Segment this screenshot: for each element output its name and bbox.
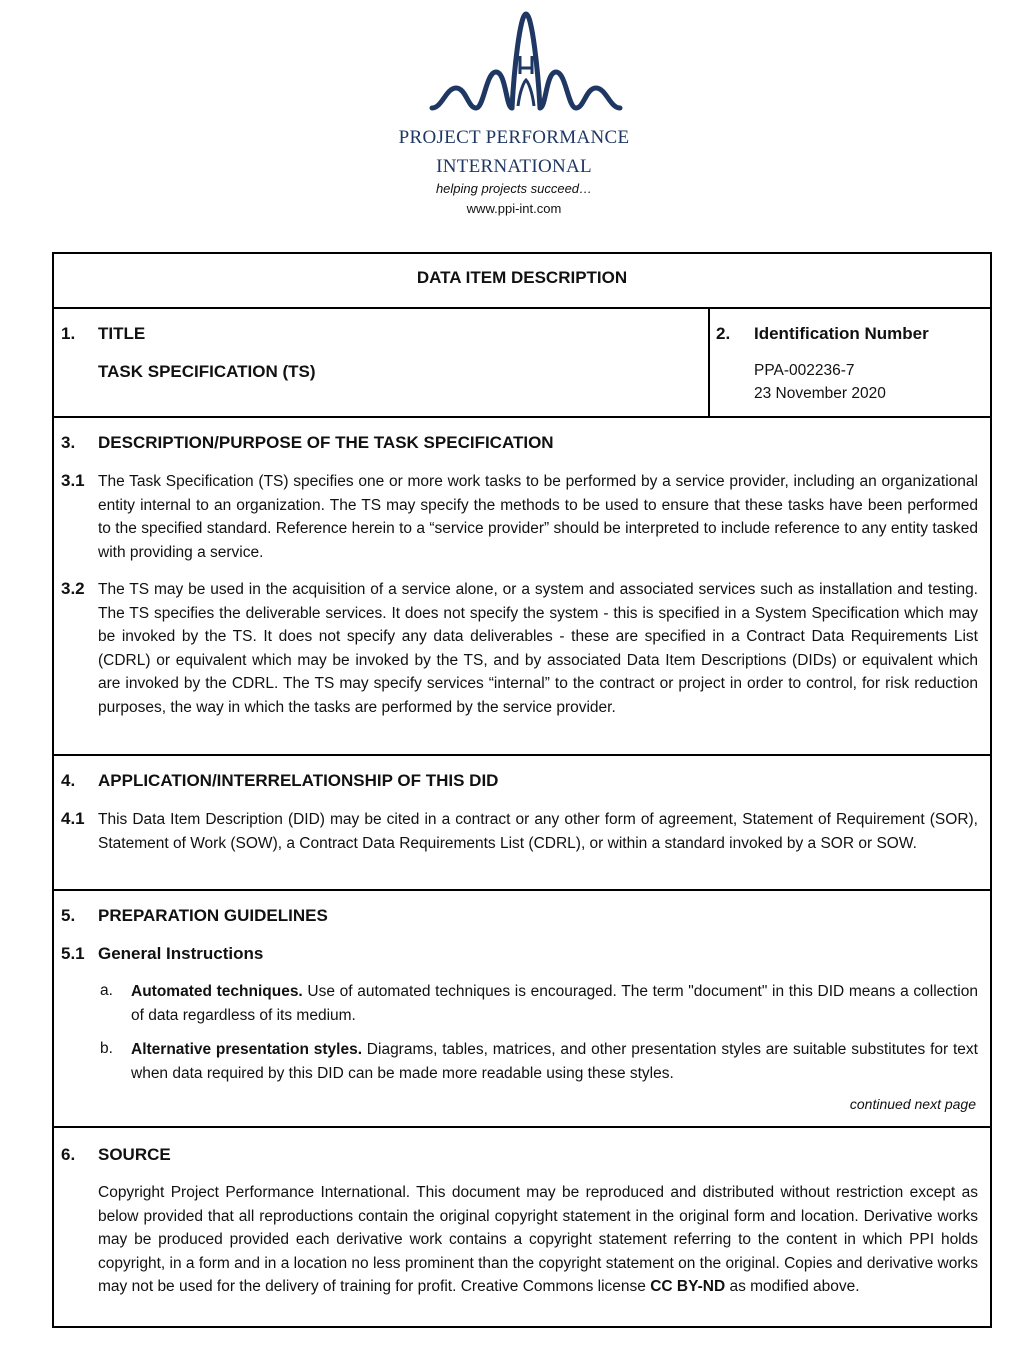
section6-heading: SOURCE <box>98 1145 171 1164</box>
item-b-body: Diagrams, tables, matrices, and other presentation styles are suitable substitutes for text when data required by this DID can be made more readable using these styles. <box>131 1041 978 1082</box>
copyright-tail: as modified above. <box>725 1278 860 1296</box>
para-3-1-number: 3.1 <box>61 471 85 490</box>
divider <box>54 1126 990 1128</box>
divider <box>54 307 990 309</box>
para-3-1-text: The Task Specification (TS) specifies one or more work tasks to be performed by a service provider, including an organizational entity internal to an organization. The TS may specify the methods to be used to ensure that these tasks have been performed to the specified standard. Reference herein to a “service provider” should be interpreted to include reference to any entity tasked with providing a service. <box>98 473 978 561</box>
subsection-5-1-number: 5.1 <box>61 944 85 963</box>
tagline: helping projects succeed… <box>435 181 593 196</box>
section3-number: 3. <box>61 433 76 452</box>
section4-number: 4. <box>61 771 76 790</box>
company-name-line2: INTERNATIONAL <box>436 156 592 177</box>
section4-heading: APPLICATION/INTERRELATIONSHIP OF THIS DID <box>98 771 499 790</box>
copyright-text <box>98 1181 978 1299</box>
copyright-body: Copyright Project Performance International. This document may be reproduced and distributed without restriction except as below provided that all reproductions contain the original copyright statement in the original form and location. Derivative works may be produced provided each derivative work contains a copyright statement referring to the content in which PPI holds copyright, in a form and in a location no less prominent than the copyright statement on the original. Copies and derivative works may not be used for the delivery of training for profit. Creative Commons license <box>98 1184 978 1296</box>
item-b-text <box>131 1038 978 1085</box>
license-name: CC BY-ND <box>650 1278 726 1296</box>
ppi-wave-arch-logo-icon <box>428 10 624 114</box>
subsection-5-1-heading: General Instructions <box>98 944 264 963</box>
item-a-body: Use of automated techniques is encouraged. The term "document" in this DID means a collection of data regardless of its medium. <box>131 983 978 1024</box>
section5-heading: PREPARATION GUIDELINES <box>98 906 328 925</box>
divider <box>54 889 990 891</box>
issue-date: 23 November 2020 <box>754 385 886 402</box>
field1-label: TITLE <box>98 324 146 343</box>
section3-heading: DESCRIPTION/PURPOSE OF THE TASK SPECIFICATION <box>98 433 554 452</box>
field1-value: TASK SPECIFICATION (TS) <box>98 362 316 381</box>
para-3-2-text: The TS may be used in the acquisition of a service alone, or a system and associated services such as installation and testing. The TS specifies the deliverable services. It does not specify the system - this is specified in a System Specification which may be invoked by the TS. It does not specify any data deliverables - these are specified in a Contract Data Requirements List (CDRL) or equivalent which may be invoked by the TS, and by associated Data Item Descriptions (DIDs) or equivalent which are invoked by the CDRL. The TS may specify services “internal” to the contract or project in order to control, for risk reduction purposes, the way in which the tasks are performed by the service provider. <box>98 581 978 716</box>
divider <box>54 416 990 418</box>
field1-number: 1. <box>61 324 76 343</box>
para-4-1-number: 4.1 <box>61 809 85 828</box>
item-a-letter: a. <box>100 982 113 999</box>
item-a-text <box>131 980 978 1027</box>
para-4-1-text: This Data Item Description (DID) may be cited in a contract or any other form of agreement, Statement of Requirement (SOR), Statement of Work (SOW), a Contract Data Requirements List (CDRL), or within a standard invoked by a SOR or SOW. <box>98 811 978 852</box>
data-item-description-form <box>52 252 992 1328</box>
website-link[interactable]: www.ppi-int.com <box>466 201 562 216</box>
document-title: DATA ITEM DESCRIPTION <box>416 268 628 287</box>
field2-number: 2. <box>716 324 731 343</box>
identification-number: PPA-002236-7 <box>754 362 855 379</box>
item-b-letter: b. <box>100 1040 113 1057</box>
divider <box>708 307 710 416</box>
item-b-title: Alternative presentation styles. <box>131 1041 362 1058</box>
section5-number: 5. <box>61 906 76 925</box>
item-a-title: Automated techniques. <box>131 983 303 1000</box>
para-3-2-number: 3.2 <box>61 579 85 598</box>
section6-number: 6. <box>61 1145 76 1164</box>
field2-label: Identification Number <box>754 324 929 343</box>
company-name-line1: PROJECT PERFORMANCE <box>398 127 630 148</box>
continued-note: continued next page <box>849 1096 976 1112</box>
divider <box>54 754 990 756</box>
